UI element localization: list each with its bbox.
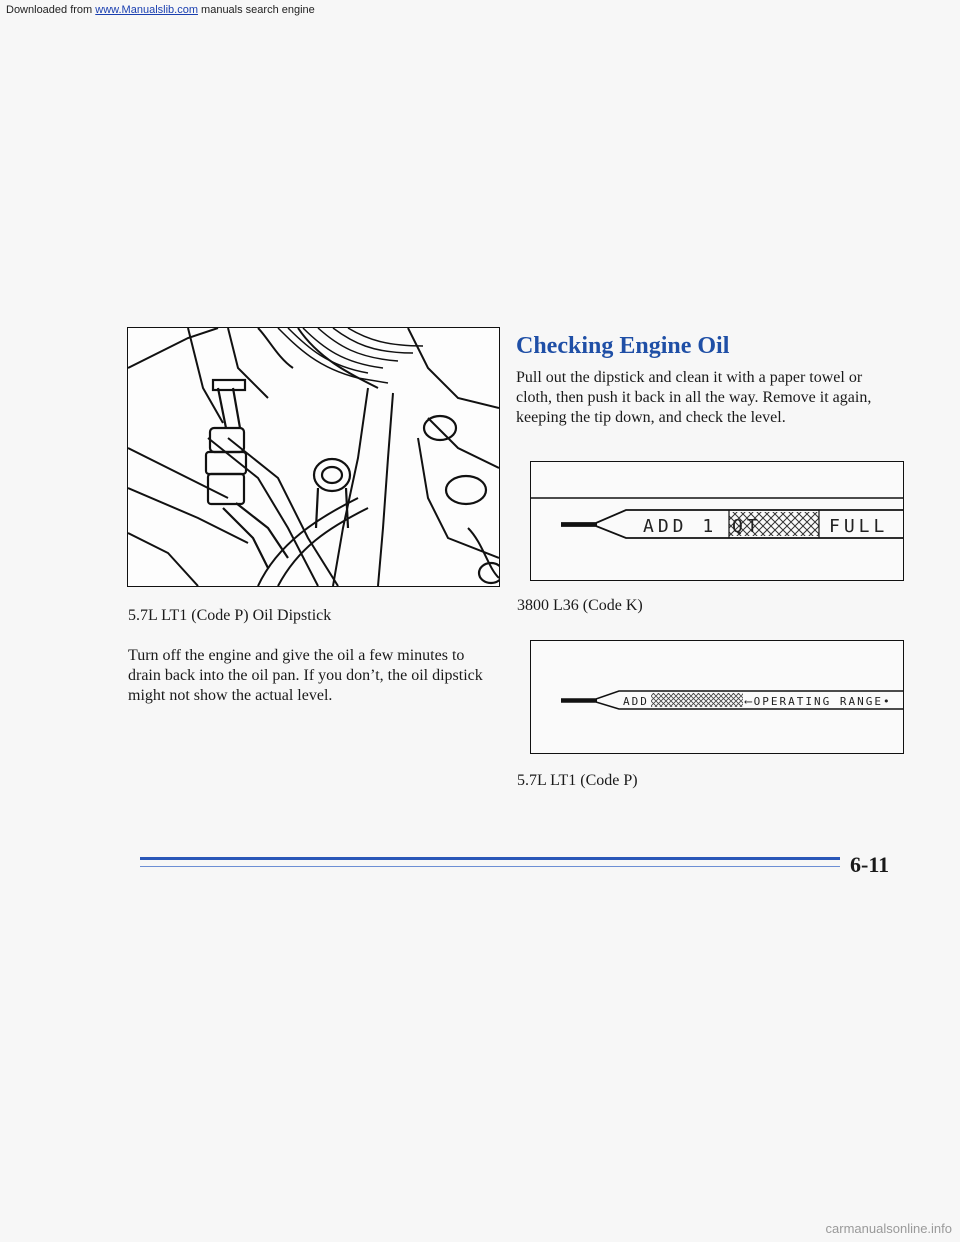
- dipstick-diagram-l36: [530, 461, 904, 581]
- dipstick-l36-full-label: FULL: [829, 516, 889, 537]
- dipstick-l36-drawing: [531, 462, 903, 580]
- dipstick-instructions-paragraph: Pull out the dipstick and clean it with a paper towel or cloth, then push it back in all the way. Remove it again, keeping the tip down, and check the level.: [516, 369, 872, 426]
- dipstick-lt1-crosshatch: [651, 693, 743, 707]
- footer-rule-thin: [140, 866, 840, 867]
- footer-rule-thick: [140, 857, 840, 860]
- dipstick-lt1-caption: 5.7L LT1 (Code P): [517, 772, 638, 789]
- dipstick-lt1-drawing: [531, 641, 903, 753]
- banner-suffix: manuals search engine: [197, 4, 315, 16]
- page-number: 6-11: [850, 852, 890, 877]
- dipstick-diagram-lt1: [530, 640, 904, 754]
- manualslib-link[interactable]: www.Manualslib.com: [95, 4, 198, 16]
- dipstick-l36-add-label: ADD 1 QT: [643, 516, 762, 537]
- dipstick-lt1-add-label: ADD: [623, 695, 649, 708]
- engine-oil-dipstick-illustration: [127, 327, 500, 587]
- dipstick-l36-caption: 3800 L36 (Code K): [517, 597, 643, 614]
- section-heading: Checking Engine Oil: [516, 333, 730, 359]
- engine-off-paragraph: Turn off the engine and give the oil a few minutes to drain back into the oil pan. If you don’t, the oil dipstick might not show the actual level.: [128, 647, 483, 704]
- download-banner: [6, 4, 315, 16]
- dipstick-lt1-range-label: ⟵OPERATING RANGE•: [745, 695, 892, 708]
- banner-prefix: Downloaded from: [6, 4, 96, 16]
- watermark: carmanualsonline.info: [825, 1221, 952, 1236]
- figure-caption-oil-dipstick: 5.7L LT1 (Code P) Oil Dipstick: [128, 607, 332, 624]
- engine-line-drawing: [128, 328, 499, 586]
